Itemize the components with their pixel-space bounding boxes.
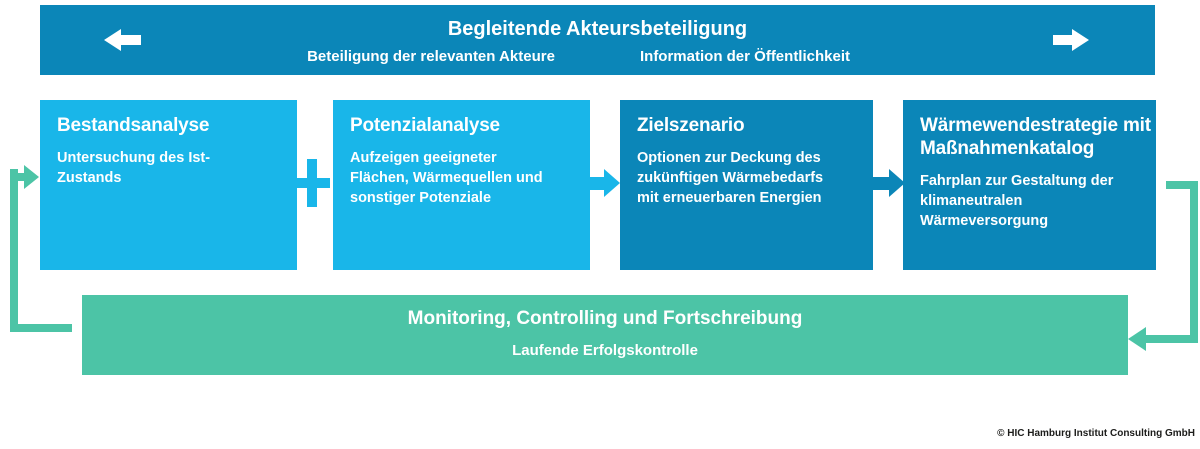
arrowhead-left-icon bbox=[1128, 327, 1146, 351]
loop-left-vertical bbox=[10, 169, 18, 332]
banner-subtitle-left: Beteiligung der relevanten Akteure bbox=[307, 48, 555, 65]
step-box-bestandsanalyse bbox=[40, 100, 297, 270]
arrowhead-right-icon bbox=[24, 165, 39, 189]
step-description: Aufzeigen geeigneter Flächen, Wärmequellen und sonstiger Potenziale bbox=[350, 150, 543, 207]
step-box-zielszenario bbox=[620, 100, 873, 270]
copyright-text: © HIC Hamburg Institut Consulting GmbH bbox=[997, 428, 1195, 439]
monitoring-box bbox=[82, 295, 1128, 375]
loop-left-top-segment bbox=[10, 173, 24, 181]
loop-right-bottom-segment bbox=[1146, 335, 1198, 343]
monitoring-title: Monitoring, Controlling und Fortschreibung bbox=[407, 308, 803, 329]
step-box-potenzialanalyse bbox=[333, 100, 590, 270]
banner-title: Begleitende Akteursbeteiligung bbox=[447, 18, 748, 40]
monitoring-subtitle: Laufende Erfolgskontrolle bbox=[512, 342, 698, 359]
step-title: Potenzialanalyse bbox=[350, 115, 500, 136]
banner-subtitle-right: Information der Öffentlichkeit bbox=[639, 48, 850, 65]
step-box-waermewendestrategie bbox=[903, 100, 1156, 270]
plus-vertical-bar bbox=[307, 159, 317, 207]
loop-left-bottom-segment bbox=[10, 324, 72, 332]
step-description: Optionen zur Deckung des zukünftigen Wärmebedarfs mit erneuerbaren Energien bbox=[637, 150, 824, 207]
flow-arrow-shaft bbox=[588, 177, 605, 190]
flow-arrow-shaft bbox=[873, 177, 890, 190]
step-title: Wärmewendestrategie mit Maßnahmenkatalog bbox=[920, 115, 1151, 160]
step-description: Untersuchung des Ist-Zustands bbox=[57, 150, 211, 187]
step-title: Zielszenario bbox=[637, 115, 745, 136]
step-description: Fahrplan zur Gestaltung der klimaneutralen Wärmeversorgung bbox=[920, 173, 1114, 230]
arrow-right-shaft bbox=[1053, 35, 1073, 45]
flow-arrow-head bbox=[889, 169, 905, 197]
loop-right-vertical bbox=[1190, 181, 1198, 343]
arrow-right-head bbox=[1072, 29, 1089, 51]
flow-arrow-head bbox=[604, 169, 620, 197]
arrow-left-shaft bbox=[121, 35, 141, 45]
arrow-left-head bbox=[104, 29, 121, 51]
step-title: Bestandsanalyse bbox=[57, 115, 210, 136]
